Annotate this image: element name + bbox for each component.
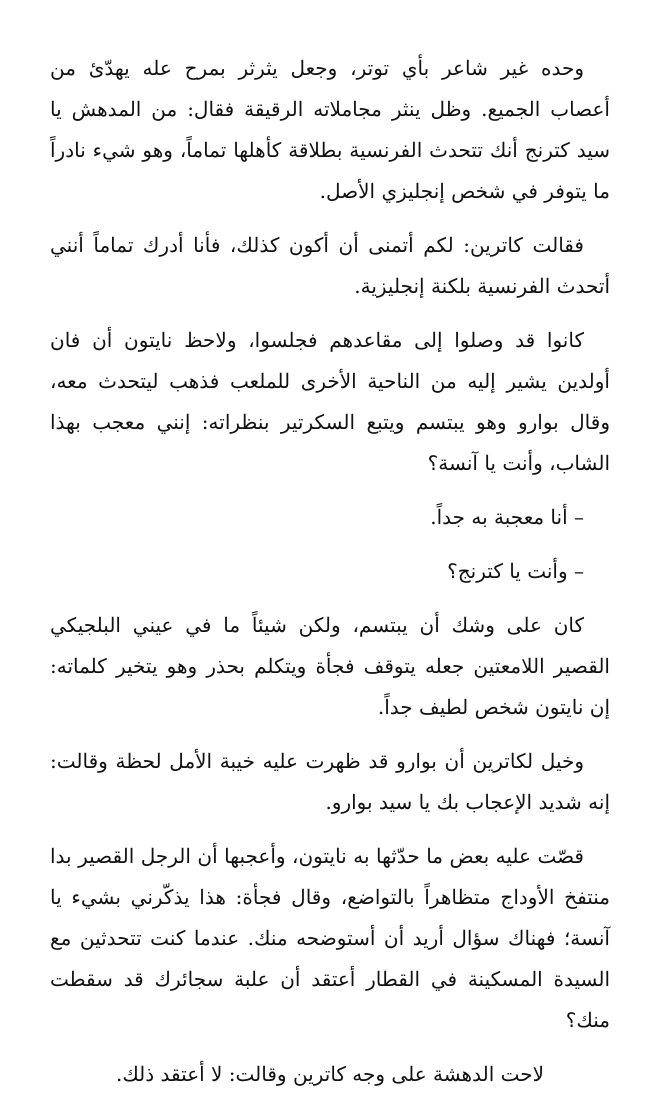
dialogue-line-1: – أنا معجبة به جداً. [430, 505, 584, 529]
paragraph-3: كانوا قد وصلوا إلى مقاعدهم فجلسوا، ولاحظ نايتون أن فان أولدين يشير إليه من الناحية الأخرى للملعب فذهب ليتحدث معه، وقال بوارو وهو يبتسم ويتبع السكرتير بنظراته: إنني معجب بهذا الشاب، وأنت يا آنسة؟ [50, 328, 610, 475]
paragraph-2: فقالت كاترين: لكم أتمنى أن أكون كذلك، فأنا أدرك تماماً أنني أتحدث الفرنسية بلكنة إنجليزية. [50, 233, 610, 298]
paragraph-5: وخيل لكاترين أن بوارو قد ظهرت عليه خيبة الأمل لحظة وقالت: إنه شديد الإعجاب بك يا سيد بوارو. [50, 749, 610, 814]
paragraph-1: وحده غير شاعر بأي توتر، وجعل يثرثر بمرح عله يهدّئ من أعصاب الجميع. وظل ينثر مجاملاته الرقيقة فقال: من المدهش يا سيد كترنج أنك تتحدث الفرنسية بطلاقة كأهلها تماماً، وهو شيء نادراً ما يتوفر في شخص إنجليزي الأصل. [50, 56, 610, 203]
paragraph-7: لاحت الدهشة على وجه كاترين وقالت: لا أعتقد ذلك. [115, 1062, 545, 1086]
paragraph-6: قصّت عليه بعض ما حدّثها به نايتون، وأعجبها أن الرجل القصير بدا منتفخ الأوداج متظاهراً بالتواضع، وقال فجأة: هذا يذكّرني بشيء يا آنسة؛ فهناك سؤال أريد أن أستوضحه منك. عندما كنت تتحدثين مع السيدة المسكينة في القطار أعتقد أن علبة سجائرك قد سقطت منك؟ [50, 844, 610, 1032]
dialogue-line-2: – وأنت يا كترنج؟ [447, 559, 584, 583]
paragraph-4: كان على وشك أن يبتسم، ولكن شيئاً ما في عيني البلجيكي القصير اللامعتين جعله يتوقف فجأة ويتكلم بحذر وهو يتخير كلماته: إن نايتون شخص لطيف جداً. [50, 613, 610, 719]
document-page [50, 48, 610, 1108]
